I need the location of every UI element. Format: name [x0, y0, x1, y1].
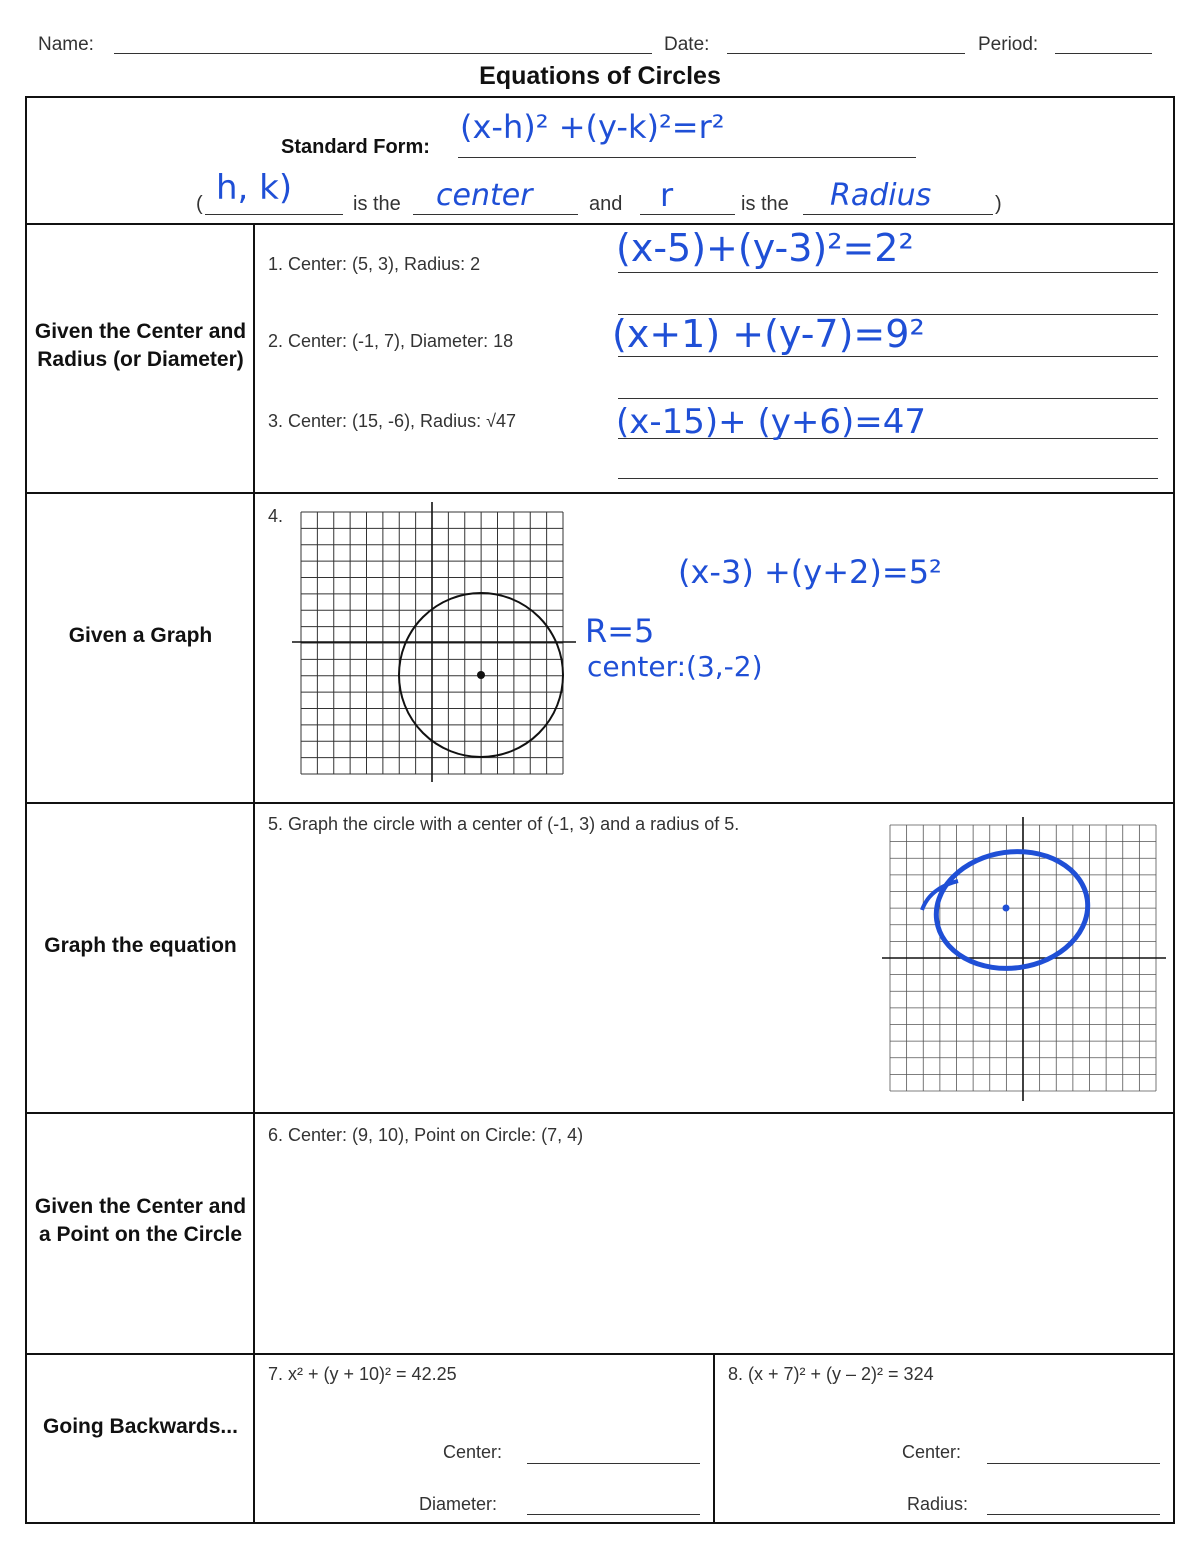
- graph-center-handwritten: center:(3,-2): [587, 650, 763, 683]
- open-paren: (: [196, 193, 203, 215]
- question-2: 2. Center: (-1, 7), Diameter: 18: [268, 331, 514, 351]
- and-label: and: [589, 193, 623, 215]
- row-divider: [25, 1112, 1175, 1114]
- drawn-center-point: [1003, 905, 1010, 912]
- question-6: 6. Center: (9, 10), Point on Circle: (7, 4): [268, 1125, 584, 1145]
- q8-center-label: Center:: [902, 1442, 962, 1462]
- section-center-point: Given the Center and a Point on the Circle: [34, 1195, 247, 1246]
- standard-form-answer: (x-h)² +(y-k)²=r²: [460, 108, 725, 146]
- answer-2-handwritten: (x+1) +(y-7)=9²: [612, 312, 925, 356]
- q7-diameter-label: Diameter:: [419, 1494, 498, 1514]
- q7-center-field[interactable]: [527, 1463, 700, 1464]
- question-5: 5. Graph the circle with a center of (-1, 3) and a radius of 5.: [268, 814, 740, 834]
- row-divider: [25, 1353, 1175, 1355]
- coordinate-grid: [290, 500, 580, 785]
- section-center-radius: Given the Center and Radius (or Diameter): [34, 320, 247, 371]
- column-divider: [713, 1353, 715, 1524]
- blank-center-answer: center: [436, 178, 533, 213]
- name-label: Name:: [38, 34, 94, 55]
- blank-r[interactable]: [640, 214, 735, 215]
- date-field[interactable]: [727, 53, 965, 54]
- blank-radius[interactable]: [803, 214, 993, 215]
- standard-form-label: Standard Form:: [281, 136, 430, 158]
- period-field[interactable]: [1055, 53, 1152, 54]
- q8-radius-label: Radius:: [907, 1494, 969, 1514]
- answer-line[interactable]: [618, 398, 1158, 399]
- q7-center-label: Center:: [443, 1442, 503, 1462]
- q7-diameter-field[interactable]: [527, 1514, 700, 1515]
- date-label: Date:: [664, 34, 710, 55]
- standard-form-blank[interactable]: [458, 157, 916, 158]
- row-divider: [25, 492, 1175, 494]
- answer-3-handwritten: (x-15)+ (y+6)=47: [616, 402, 927, 442]
- answer-line[interactable]: [618, 272, 1158, 273]
- section-going-backwards: Going Backwards...: [43, 1415, 238, 1438]
- answer-line[interactable]: [618, 478, 1158, 479]
- is-the-label: is the: [353, 193, 401, 215]
- section-graph-equation: Graph the equation: [44, 934, 237, 957]
- blank-r-answer: r: [660, 176, 674, 214]
- q8-radius-field[interactable]: [987, 1514, 1160, 1515]
- blank-center[interactable]: [413, 214, 578, 215]
- question-3: 3. Center: (15, -6), Radius: √47: [268, 411, 516, 431]
- graph-radius-handwritten: R=5: [585, 612, 655, 650]
- circle-center-point: [477, 671, 485, 679]
- name-field[interactable]: [114, 53, 652, 54]
- row-divider: [25, 802, 1175, 804]
- q8-center-field[interactable]: [987, 1463, 1160, 1464]
- answer-line[interactable]: [618, 356, 1158, 357]
- blank-center-point[interactable]: [205, 214, 343, 215]
- page-title: Equations of Circles: [479, 62, 721, 90]
- answer-1-handwritten: (x-5)+(y-3)²=2²: [616, 226, 914, 270]
- graph-equation-handwritten: (x-3) +(y+2)=5²: [678, 553, 942, 591]
- row-divider: [25, 223, 1175, 225]
- blank-radius-answer: Radius: [830, 178, 932, 213]
- coordinate-grid: [880, 815, 1170, 1105]
- question-4: 4.: [268, 506, 284, 526]
- blank-center-point-answer: h, k): [216, 168, 293, 208]
- question-1: 1. Center: (5, 3), Radius: 2: [268, 254, 481, 274]
- period-label: Period:: [978, 34, 1039, 55]
- close-paren: ): [995, 193, 1002, 215]
- question-8: 8. (x + 7)² + (y – 2)² = 324: [728, 1364, 934, 1384]
- section-given-graph: Given a Graph: [68, 624, 213, 647]
- worksheet-table: [25, 96, 1175, 1524]
- column-divider: [253, 223, 255, 1524]
- is-the-label: is the: [741, 193, 789, 215]
- question-7: 7. x² + (y + 10)² = 42.25: [268, 1364, 457, 1384]
